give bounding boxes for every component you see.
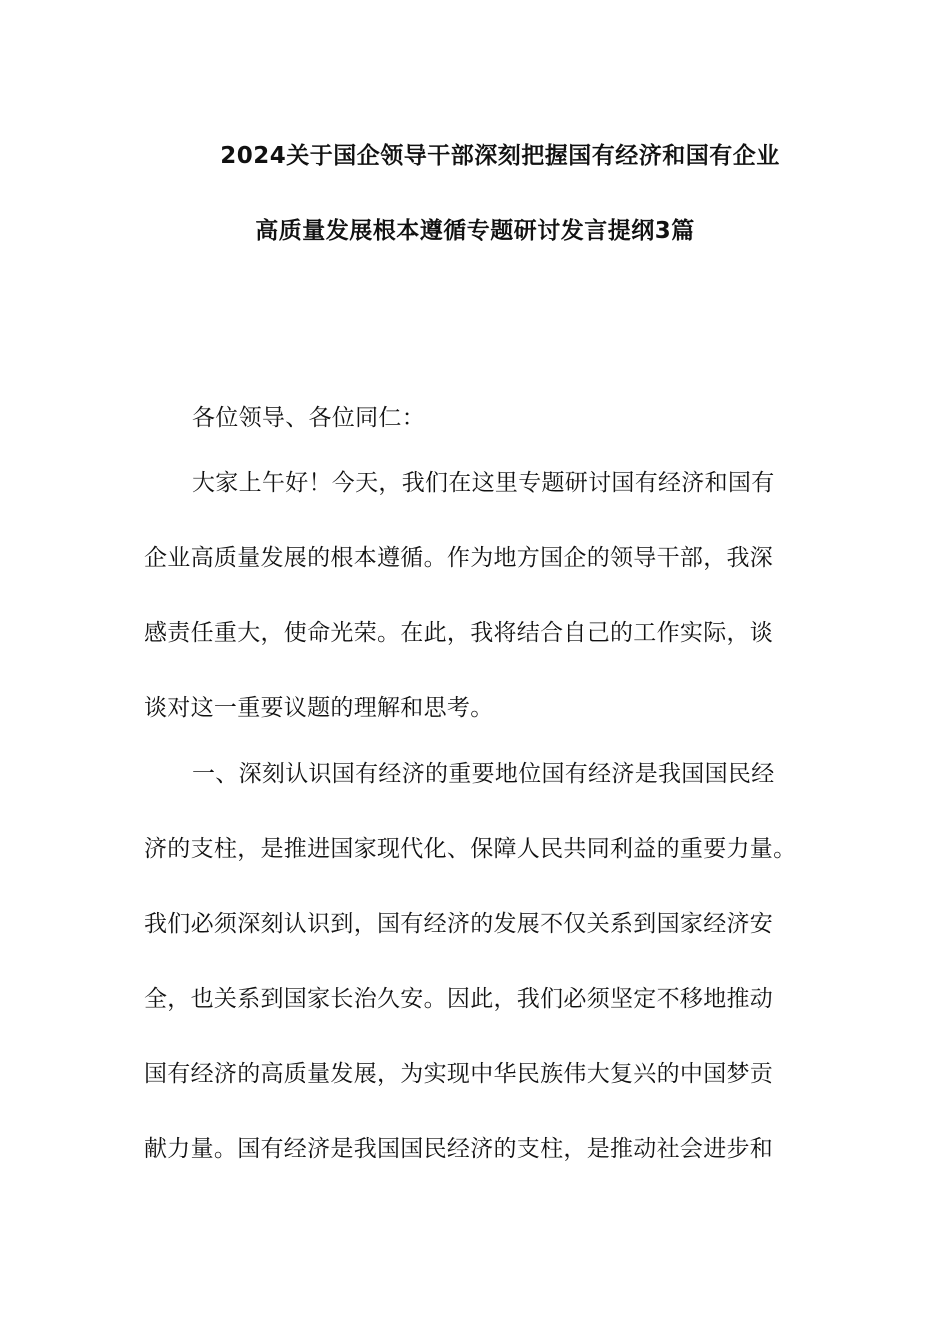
body-line: 国有经济的高质量发展，为实现中华民族伟大复兴的中国梦贡 [144, 1061, 774, 1087]
body-line: 献力量。国有经济是我国国民经济的支柱，是推动社会进步和 [144, 1136, 774, 1162]
body-line: 感责任重大，使命光荣。在此，我将结合自己的工作实际，谈 [144, 620, 774, 646]
body-line: 企业高质量发展的根本遵循。作为地方国企的领导干部，我深 [144, 545, 774, 571]
body-line: 我们必须深刻认识到，国有经济的发展不仅关系到国家经济安 [144, 911, 774, 937]
body-line: 全，也关系到国家长治久安。因此，我们必须坚定不移地推动 [144, 986, 774, 1012]
document-title-line-1: 2024关于国企领导干部深刻把握国有经济和国有企业 [220, 143, 780, 169]
body-line: 大家上午好！今天，我们在这里专题研讨国有经济和国有 [192, 470, 775, 496]
salutation: 各位领导、各位同仁： [192, 405, 425, 431]
body-line: 谈对这一重要议题的理解和思考。 [144, 695, 494, 721]
body-line: 济的支柱，是推进国家现代化、保障人民共同利益的重要力量。 [144, 836, 797, 862]
section-heading-line: 一、深刻认识国有经济的重要地位国有经济是我国国民经 [192, 761, 775, 787]
document-title-line-2: 高质量发展根本遵循专题研讨发言提纲3篇 [255, 218, 695, 244]
